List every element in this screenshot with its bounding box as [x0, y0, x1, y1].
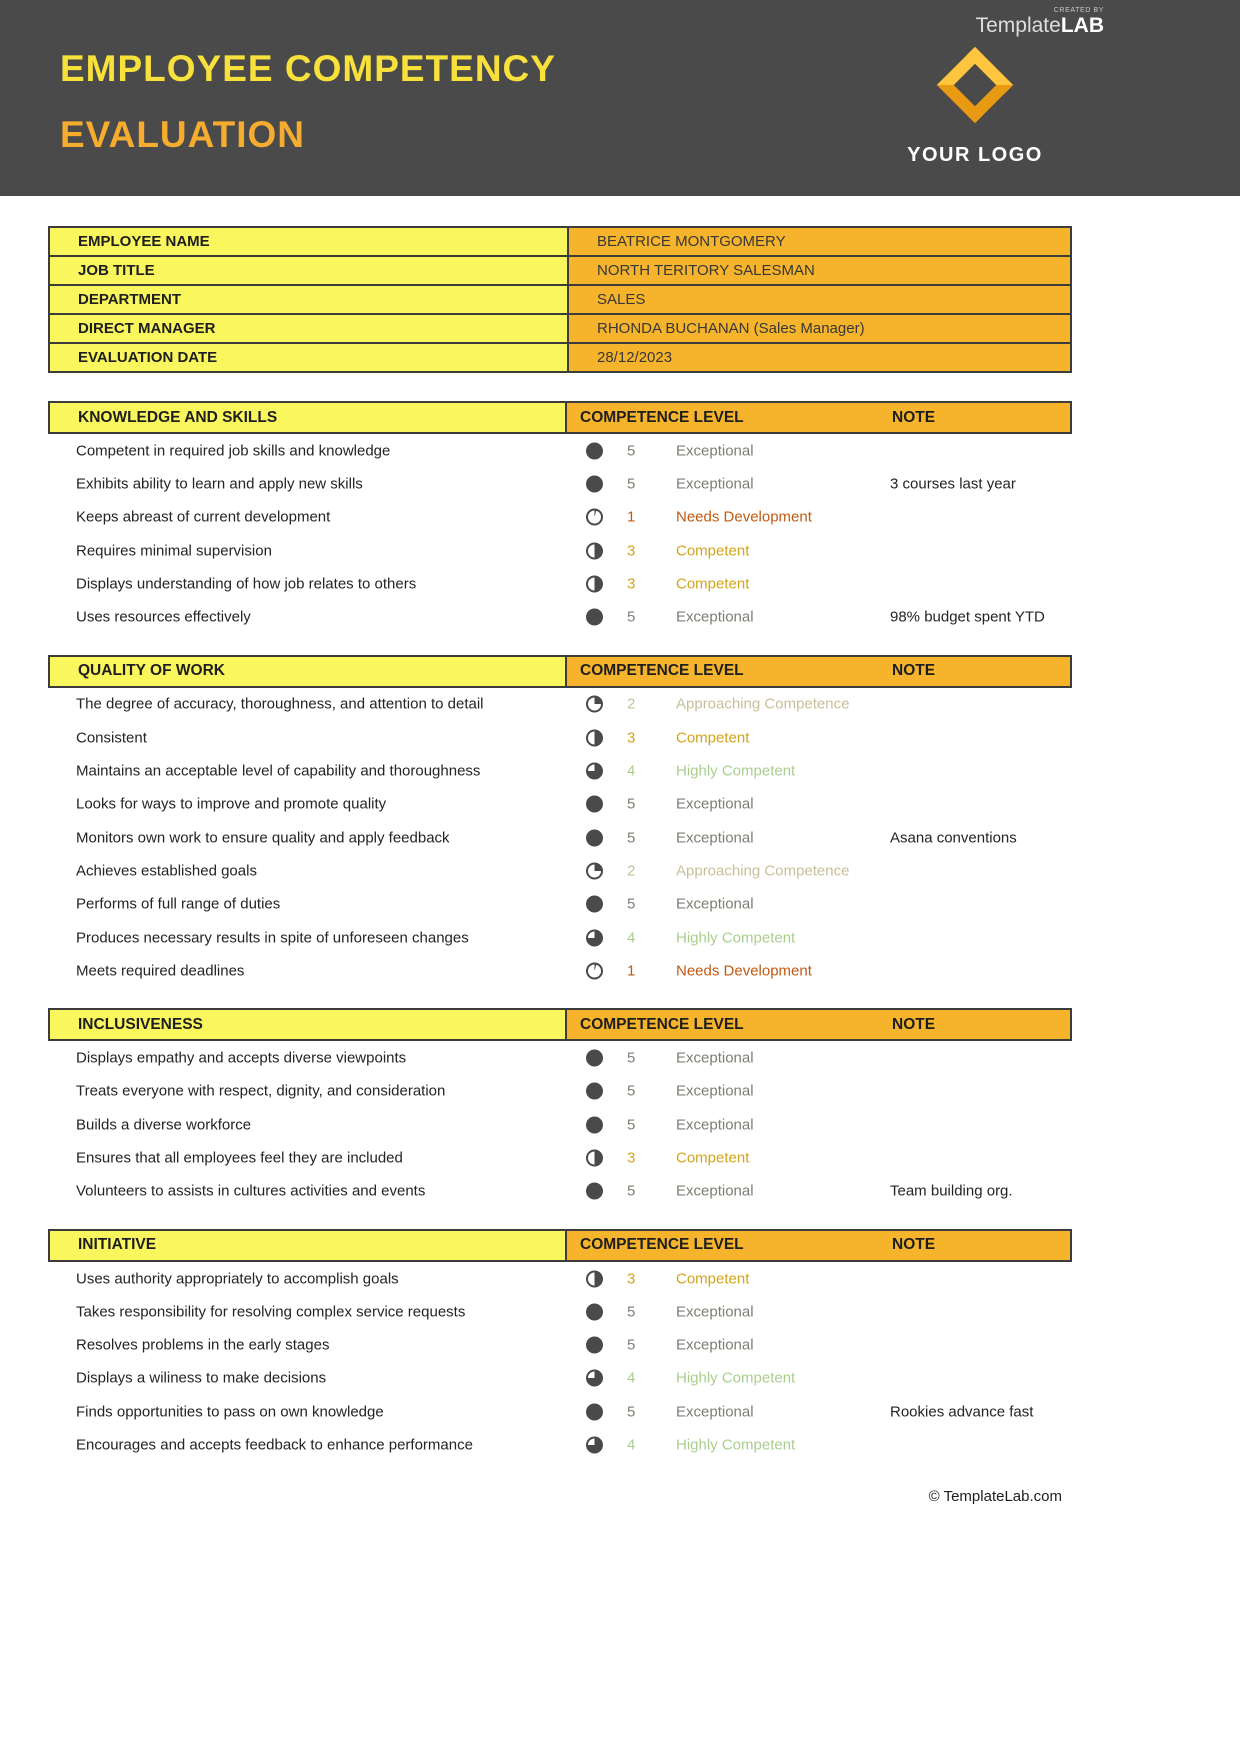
competency-row: [48, 1141, 1072, 1174]
competency-description: The degree of accuracy, thoroughness, and attention to detail: [76, 695, 484, 713]
competency-row: [48, 1295, 1072, 1328]
competency-description: Performs of full range of duties: [76, 895, 281, 913]
competency-description: Looks for ways to improve and promote quality: [76, 795, 387, 813]
level-pie-icon: [586, 575, 603, 592]
level-label: Competent: [676, 1149, 750, 1167]
page-header: [0, 0, 1240, 196]
level-pie-icon: [586, 1116, 603, 1133]
level-number: 4: [627, 1436, 636, 1454]
level-label: Exceptional: [676, 1336, 754, 1354]
level-pie-icon: [586, 542, 603, 559]
level-number: 4: [627, 1369, 636, 1387]
competency-sections: [48, 401, 1072, 1462]
level-pie-icon: [586, 896, 603, 913]
level-number: 5: [627, 895, 636, 913]
level-number: 3: [627, 1270, 636, 1288]
level-pie-icon: [586, 763, 603, 780]
level-label: Exceptional: [676, 442, 754, 460]
competency-description: Competent in required job skills and knowledge: [76, 442, 391, 460]
level-number: 5: [627, 1303, 636, 1321]
level-number: 3: [627, 542, 636, 560]
level-label: Needs Development: [676, 962, 812, 980]
competency-row: [48, 721, 1072, 754]
level-number: 3: [627, 729, 636, 747]
level-number: 3: [627, 1149, 636, 1167]
level-number: 3: [627, 575, 636, 593]
section-rows: [48, 688, 1072, 988]
level-pie-icon: [586, 442, 603, 459]
level-number: 5: [627, 608, 636, 626]
competency-row: [48, 921, 1072, 954]
level-number: 5: [627, 1082, 636, 1100]
level-pie-icon: [586, 829, 603, 846]
info-row: [49, 227, 1071, 256]
diamond-logo-icon: [905, 58, 1045, 138]
page-title-line2: EVALUATION: [60, 114, 306, 155]
level-number: 2: [627, 862, 636, 880]
level-pie-icon: [586, 1083, 603, 1100]
level-pie-icon: [586, 1303, 603, 1320]
brand-created-by: CREATED BY: [1053, 7, 1104, 14]
level-number: 5: [627, 1182, 636, 1200]
level-pie-icon: [586, 729, 603, 746]
competency-description: Displays understanding of how job relates to others: [76, 575, 417, 593]
section-header: [48, 655, 1072, 688]
level-number: 5: [627, 442, 636, 460]
level-label: Competent: [676, 542, 750, 560]
note-text: Rookies advance fast: [890, 1403, 1034, 1421]
competency-row: [48, 467, 1072, 500]
note-text: 98% budget spent YTD: [890, 608, 1045, 626]
section-title: INITIATIVE: [78, 1236, 157, 1254]
section-title: QUALITY OF WORK: [78, 662, 225, 680]
competency-row: [48, 954, 1072, 987]
templatelab-brand: [976, 7, 1104, 37]
templatelab-link[interactable]: © TemplateLab.com: [928, 1487, 1062, 1505]
note-text: Team building org.: [890, 1182, 1013, 1200]
level-pie-icon: [586, 696, 603, 713]
section-rows: [48, 1262, 1072, 1462]
competency-section: [48, 401, 1072, 634]
info-row-value: 28/12/2023: [568, 343, 1071, 372]
competency-description: Finds opportunities to pass on own knowledge: [76, 1403, 384, 1421]
competency-row: [48, 1262, 1072, 1295]
competency-description: Uses authority appropriately to accomplish goals: [76, 1270, 399, 1288]
column-header-note: NOTE: [892, 1236, 936, 1254]
employee-info-table: [48, 226, 1072, 373]
competency-row: [48, 688, 1072, 721]
competency-row: [48, 1075, 1072, 1108]
competency-row: [48, 434, 1072, 467]
logo-placeholder-text: YOUR LOGO: [907, 144, 1043, 166]
level-pie-icon: [586, 475, 603, 492]
level-pie-icon: [586, 1270, 603, 1287]
section-rows: [48, 434, 1072, 634]
level-pie-icon: [586, 609, 603, 626]
info-row-value: SALES: [568, 285, 1071, 314]
competency-section: [48, 1229, 1072, 1462]
level-label: Highly Competent: [676, 929, 796, 946]
level-pie-icon: [586, 1437, 603, 1454]
level-label: Exceptional: [676, 1303, 754, 1321]
level-label: Exceptional: [676, 829, 754, 847]
level-number: 5: [627, 829, 636, 847]
level-label: Approaching Competence: [676, 695, 850, 713]
column-header-competence-level: COMPETENCE LEVEL: [580, 408, 744, 426]
level-label: Highly Competent: [676, 1369, 796, 1387]
level-number: 5: [627, 795, 636, 813]
level-pie-icon: [586, 1050, 603, 1067]
info-row-value: BEATRICE MONTGOMERY: [568, 227, 1071, 256]
level-number: 2: [627, 695, 636, 713]
competency-description: Treats everyone with respect, dignity, and consideration: [76, 1082, 446, 1100]
page-title-line1: EMPLOYEE COMPETENCY: [60, 48, 556, 89]
company-logo: [905, 48, 1045, 167]
column-header-note: NOTE: [892, 1015, 936, 1033]
competency-description: Maintains an acceptable level of capability and thoroughness: [76, 762, 481, 780]
level-pie-icon: [586, 509, 603, 526]
level-label: Exceptional: [676, 1403, 754, 1421]
page-title: [60, 36, 556, 168]
level-label: Exceptional: [676, 475, 754, 493]
page-content: [48, 226, 1072, 1462]
level-number: 5: [627, 1403, 636, 1421]
level-pie-icon: [586, 1370, 603, 1387]
info-row-label: EMPLOYEE NAME: [49, 227, 568, 256]
brand-name-light: Template: [975, 14, 1061, 38]
note-text: 3 courses last year: [890, 475, 1016, 493]
section-header: [48, 401, 1072, 434]
column-header-note: NOTE: [892, 408, 936, 426]
competency-description: Volunteers to assists in cultures activities and events: [76, 1182, 426, 1200]
level-label: Exceptional: [676, 1049, 754, 1067]
competency-description: Monitors own work to ensure quality and apply feedback: [76, 829, 450, 847]
competency-row: [48, 1329, 1072, 1362]
column-header-competence-level: COMPETENCE LEVEL: [580, 1015, 744, 1033]
level-label: Exceptional: [676, 608, 754, 626]
level-label: Exceptional: [676, 1082, 754, 1100]
level-label: Competent: [676, 1270, 750, 1288]
info-row: [49, 314, 1071, 343]
brand-name-bold: LAB: [1060, 14, 1104, 38]
level-pie-icon: [586, 1183, 603, 1200]
level-pie-icon: [586, 929, 603, 946]
competency-description: Consistent: [76, 729, 147, 747]
section-rows: [48, 1041, 1072, 1207]
info-row-label: EVALUATION DATE: [49, 343, 568, 372]
competency-row: [48, 754, 1072, 787]
section-header: [48, 1229, 1072, 1262]
level-label: Competent: [676, 575, 750, 593]
competency-row: [48, 600, 1072, 633]
info-row: [49, 256, 1071, 285]
level-label: Exceptional: [676, 1116, 754, 1134]
competency-row: [48, 567, 1072, 600]
competency-description: Ensures that all employees feel they are included: [76, 1149, 403, 1167]
competency-row: [48, 501, 1072, 534]
page-footer: [48, 1488, 1072, 1505]
level-number: 1: [627, 962, 636, 980]
competency-description: Resolves problems in the early stages: [76, 1336, 330, 1354]
diamond-shape: [937, 47, 1013, 123]
section-title: INCLUSIVENESS: [78, 1015, 203, 1033]
section-title: KNOWLEDGE AND SKILLS: [78, 408, 278, 426]
info-row-label: DIRECT MANAGER: [49, 314, 568, 343]
level-label: Approaching Competence: [676, 862, 850, 880]
competency-description: Requires minimal supervision: [76, 542, 272, 560]
competency-description: Takes responsibility for resolving complex service requests: [76, 1303, 466, 1321]
info-row-label: JOB TITLE: [49, 256, 568, 285]
competency-description: Encourages and accepts feedback to enhance performance: [76, 1436, 473, 1454]
level-number: 4: [627, 762, 636, 780]
level-pie-icon: [586, 862, 603, 879]
level-pie-icon: [586, 796, 603, 813]
competency-row: [48, 788, 1072, 821]
competency-description: Produces necessary results in spite of unforeseen changes: [76, 929, 469, 946]
competency-description: Uses resources effectively: [76, 608, 251, 626]
competency-row: [48, 534, 1072, 567]
column-header-competence-level: COMPETENCE LEVEL: [580, 662, 744, 680]
level-number: 1: [627, 508, 636, 526]
competency-row: [48, 1175, 1072, 1208]
info-row: [49, 285, 1071, 314]
level-number: 5: [627, 1336, 636, 1354]
level-pie-icon: [586, 962, 603, 979]
competency-description: Displays empathy and accepts diverse viewpoints: [76, 1049, 407, 1067]
competency-row: [48, 888, 1072, 921]
competency-row: [48, 1428, 1072, 1461]
level-label: Competent: [676, 729, 750, 747]
level-label: Exceptional: [676, 895, 754, 913]
column-header-competence-level: COMPETENCE LEVEL: [580, 1236, 744, 1254]
competency-row: [48, 1362, 1072, 1395]
note-text: Asana conventions: [890, 829, 1017, 847]
competency-section: [48, 655, 1072, 988]
level-label: Exceptional: [676, 1182, 754, 1200]
section-header: [48, 1008, 1072, 1041]
competency-description: Keeps abreast of current development: [76, 508, 331, 526]
level-pie-icon: [586, 1149, 603, 1166]
competency-description: Achieves established goals: [76, 862, 257, 880]
info-table-body: [49, 227, 1071, 372]
level-number: 5: [627, 1049, 636, 1067]
info-row: [49, 343, 1071, 372]
competency-row: [48, 1395, 1072, 1428]
competency-row: [48, 854, 1072, 887]
level-label: Highly Competent: [676, 762, 796, 780]
competency-row: [48, 821, 1072, 854]
competency-section: [48, 1008, 1072, 1207]
level-number: 4: [627, 929, 636, 946]
competency-description: Displays a wiliness to make decisions: [76, 1369, 327, 1387]
competency-description: Builds a diverse workforce: [76, 1116, 252, 1134]
level-label: Highly Competent: [676, 1436, 796, 1454]
competency-description: Exhibits ability to learn and apply new skills: [76, 475, 363, 493]
brand-name: [976, 14, 1104, 37]
level-label: Needs Development: [676, 508, 812, 526]
level-pie-icon: [586, 1337, 603, 1354]
level-label: Exceptional: [676, 795, 754, 813]
level-number: 5: [627, 475, 636, 493]
info-row-value: NORTH TERITORY SALESMAN: [568, 256, 1071, 285]
competency-description: Meets required deadlines: [76, 962, 245, 980]
level-number: 5: [627, 1116, 636, 1134]
competency-row: [48, 1041, 1072, 1074]
column-header-note: NOTE: [892, 662, 936, 680]
info-row-value: RHONDA BUCHANAN (Sales Manager): [568, 314, 1071, 343]
competency-row: [48, 1108, 1072, 1141]
info-row-label: DEPARTMENT: [49, 285, 568, 314]
level-pie-icon: [586, 1403, 603, 1420]
